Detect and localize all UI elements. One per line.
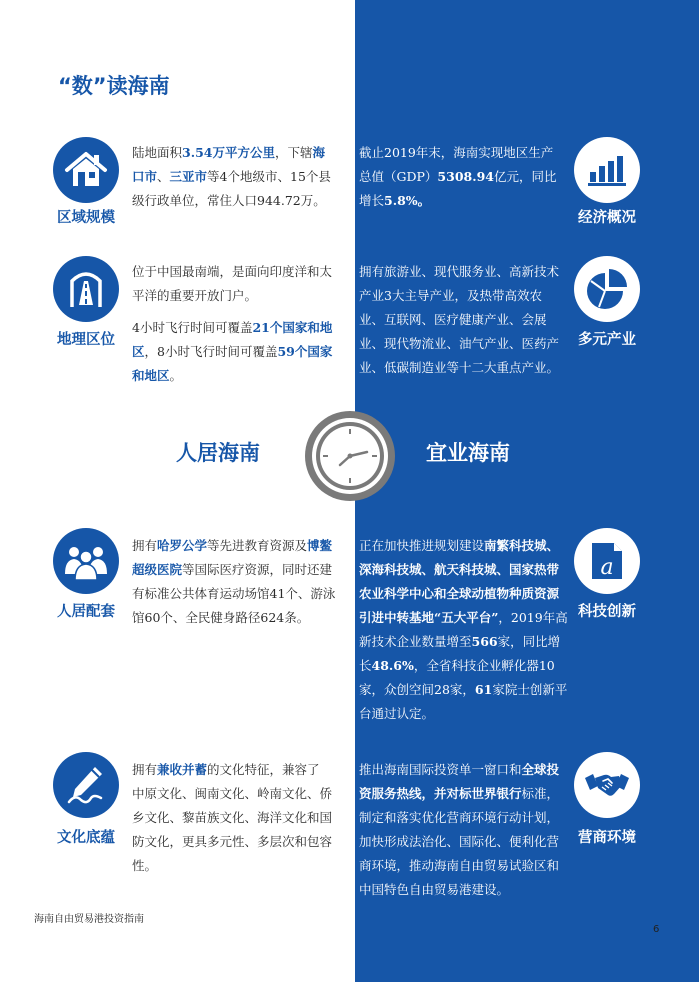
section-living-hainan: 人居海南 [176,441,260,465]
living-label: 人居配套 [57,604,115,620]
business-text-2: 标准，制定和落实优化营商环境行动计划，加快形成法治化、国际化、便利化营商环境，推动海南自由贸易试验区和中国特色自由贸易港建设。 [359,786,560,897]
tech-text-5: 家院士创新平台通过认定。 [359,682,568,721]
tech-text-3: 家，同比增长 [359,634,561,673]
tech-label: 科技创新 [578,604,636,620]
culture-text-1: 拥有 [132,762,158,777]
coverage-4h: 21个国家和地区 [132,320,333,359]
area-scale-label: 区域规模 [57,210,115,226]
handshake-icon [574,752,640,818]
road-icon [53,256,119,322]
location-label: 地理区位 [57,332,115,348]
area-text-1: 陆地面积 [132,145,183,160]
page-title: “数”读海南 [58,74,170,98]
hightech-count: 566 [471,634,498,649]
pen-icon [53,752,119,818]
business-text [359,758,561,902]
economy-text-2: 亿元，同比增长 [359,169,557,208]
document-icon [574,528,640,594]
location-text-1: 位于中国最南端，是面向印度洋和太平洋的重要开放门户。 [132,264,333,303]
location-text-a: 4小时飞行时间可覆盖 [132,320,253,335]
people-icon [53,528,119,594]
tech-text-4: ，全省科技企业孵化器10家，众创空间28家， [359,658,555,697]
area-land-value: 3.54万平方公里 [182,145,275,160]
footer-doc-title: 海南自由贸易港投资指南 [34,914,144,925]
inclusive-trait: 兼收并蓄 [157,762,208,777]
culture-text-2: 的文化特征，兼容了中原文化、闽南文化、岭南文化、侨乡文化、黎苗族文化、海洋文化和国防文化，更具多元性、多层次和包容性。 [132,762,333,873]
economy-label: 经济概况 [578,210,636,226]
living-text-3: 等国际医疗资源，同时还建有标准公共体育运动场馆41个、游泳馆60个、全民健身路径624条。 [132,562,336,625]
page-number: 6 [653,924,660,935]
svg-text:a: a [600,555,614,580]
industry-text: 拥有旅游业、现代服务业、高新技术产业3大主导产业，及热带高效农业、互联网、医疗健康产业、会展业、现代物流业、油气产业、医药产业、低碳制造业等十二大重点产业。 [359,264,560,375]
academician-platforms: 61 [474,682,493,697]
living-text-1: 拥有 [132,538,158,553]
industry-label: 多元产业 [578,332,636,348]
business-text-1: 推出海南国际投资单一窗口和 [359,762,522,777]
coverage-8h: 59个国家和地区 [132,344,333,383]
economy-text [359,141,559,213]
harrow-school: 哈罗公学 [157,538,208,553]
area-text-2: ，下辖 [274,145,313,160]
gdp-growth: 5.8%。 [384,193,431,208]
section-business-hainan: 宜业海南 [426,441,510,465]
culture-label: 文化底蕴 [57,830,115,846]
tech-text-1: 正在加快推进规划建设 [359,538,485,553]
living-text-2: 等先进教育资源及 [207,538,308,553]
clock-icon [304,410,396,502]
area-text-4: 等4个地级市、15个县级行政单位，常住人口944.72万。 [132,169,331,208]
five-platforms: 南繁科技城、深海科技城、航天科技城、国家热带农业科学中心和全球动植物种质资源引进中转基地“五大平台” [359,538,560,625]
pie-chart-icon [574,256,640,322]
area-scale-text [132,141,334,213]
location-text-2 [132,316,340,388]
hightech-growth: 48.6% [371,658,414,673]
haikou-city: 海口市 [132,145,325,184]
investment-hotline: 全球投资服务热线，并对标世界银行 [359,762,560,801]
location-text-c: 。 [169,368,183,383]
tech-text-2: ，2019年高新技术企业数量增至 [359,610,568,649]
area-text-3: 、 [157,169,170,184]
business-label: 营商环境 [578,830,636,846]
tech-text [359,534,571,726]
bar-chart-icon [574,137,640,203]
living-text [132,534,344,630]
economy-text-1: 截止2019年末，海南实现地区生产总值（GDP） [359,145,554,184]
gdp-value: 5308.94 [437,169,494,184]
location-text-b: ，8小时飞行时间可覆盖 [144,344,278,359]
sanya-city: 三亚市 [169,169,208,184]
boao-hospital: 博鳌超级医院 [132,538,333,577]
culture-text [132,758,332,878]
house-icon [53,137,119,203]
